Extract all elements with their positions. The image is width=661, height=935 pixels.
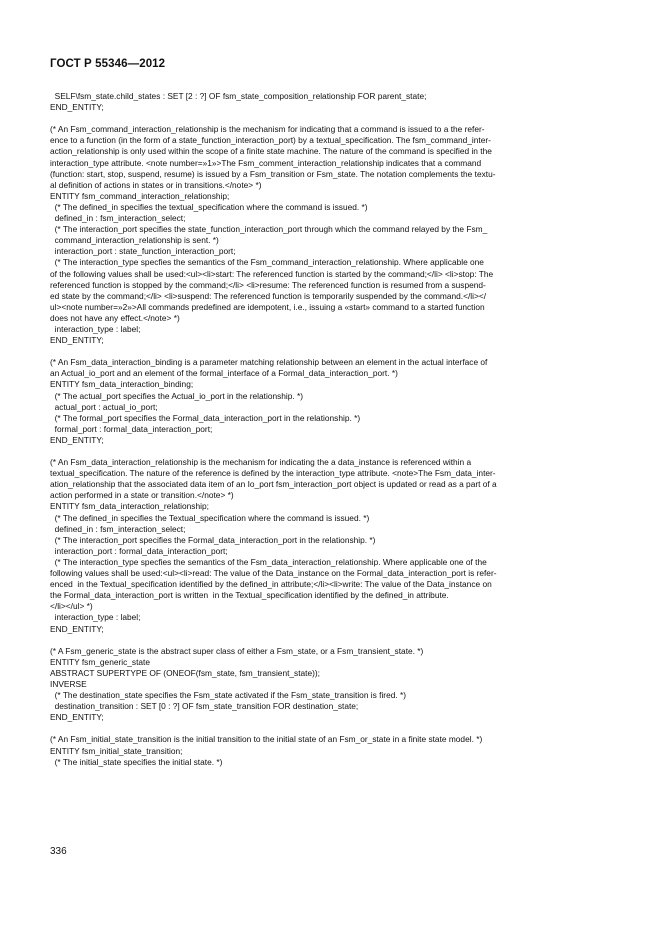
- text-line: command_interaction_relationship is sent. *): [50, 235, 219, 246]
- text-line: following values shall be used:<ul><li>read: The value of the Data_instance on the Formal_data_interaction_port is refer-: [50, 568, 497, 579]
- text-line: (* The interaction_type specfies the semantics of the Fsm_command_interaction_relationship. Where applicable one: [50, 257, 484, 268]
- text-line: (* The actual_port specifies the Actual_io_port in the relationship. *): [50, 390, 304, 401]
- document-body: [50, 91, 618, 768]
- text-line: defined_in : fsm_interaction_select;: [50, 523, 186, 534]
- text-line: (* The defined_in specifies the Textual_specification where the command is issued. *): [50, 512, 370, 523]
- text-line: (* The interaction_type specfies the semantics of the Fsm_data_interaction_relationship. Where applicable one of the: [50, 556, 487, 567]
- text-line: ence to a function (in the form of a state_function_interaction_port) by a textual_specification. The fsm_command_inter-: [50, 135, 491, 146]
- text-line: END_ENTITY;: [50, 434, 104, 445]
- text-line: END_ENTITY;: [50, 102, 104, 113]
- text-line: SELF\fsm_state.child_states : SET [2 : ?] OF fsm_state_composition_relationship FOR parent_state;: [50, 91, 427, 101]
- text-block: [50, 734, 618, 767]
- text-line: (* An Fsm_command_interaction_relationship is the mechanism for indicating that a command is issued to a the refer-: [50, 124, 485, 135]
- text-block: [50, 124, 618, 346]
- paragraph-gap: [50, 346, 618, 357]
- text-line: interaction_port : formal_data_interaction_port;: [50, 545, 228, 556]
- text-line: action performed in a state or transition.</note> *): [50, 490, 234, 501]
- text-line: referenced function is stopped by the command;</li> <li>resume: The referenced function is resumed from a suspend-: [50, 279, 486, 290]
- text-line: (* An Fsm_initial_state_transition is the initial transition to the initial state of an Fsm_or_state in a finite state model. *): [50, 734, 483, 745]
- text-line: </li></ul> *): [50, 601, 93, 612]
- text-line: ENTITY fsm_command_interaction_relationship;: [50, 190, 230, 201]
- text-line: ed state by the command;</li> <li>suspend: The referenced function is temporarily suspended by the command.</li></: [50, 290, 487, 301]
- text-line: al definition of actions in states or in transitions.</note> *): [50, 179, 262, 190]
- text-line: an Actual_io_port and an element of the formal_interface of a Formal_data_interaction_port. *): [50, 368, 398, 379]
- text-line: (* The interaction_port specifies the Formal_data_interaction_port in the relationship. *): [50, 534, 376, 545]
- text-line: INVERSE: [50, 678, 87, 689]
- text-line: (* A Fsm_generic_state is the abstract super class of either a Fsm_state, or a Fsm_transient_state. *): [50, 645, 424, 656]
- text-line: ul><note number=»2»>All commands predefined are idempotent, i.e., issuing a «start» command to a started function: [50, 301, 485, 312]
- text-line: interaction_port : state_function_interaction_port;: [50, 246, 236, 257]
- paragraph-gap: [50, 635, 618, 646]
- text-line: (* The initial_state specifies the initial state. *): [50, 756, 223, 767]
- text-block: [50, 457, 618, 635]
- text-block: [50, 357, 618, 446]
- text-line: ENTITY fsm_generic_state: [50, 656, 151, 667]
- text-line: END_ENTITY;: [50, 335, 104, 346]
- text-line: action_relationship is only used within the scope of a finite state machine. The nature of the command is specified in the: [50, 146, 492, 157]
- text-line: (function: start, stop, suspend, resume) is issued by a Fsm_transition or Fsm_state. The notation complements the textu-: [50, 168, 496, 179]
- text-line: interaction_type : label;: [50, 323, 141, 334]
- text-line: interaction_type : label;: [50, 612, 141, 623]
- text-line: defined_in : fsm_interaction_select;: [50, 213, 186, 224]
- text-line: actual_port : actual_io_port;: [50, 401, 158, 412]
- text-line: (* An Fsm_data_interaction_relationship is the mechanism for indicating the a data_instance is referenced within a: [50, 457, 472, 468]
- text-line: ENTITY fsm_data_interaction_binding;: [50, 379, 194, 390]
- text-line: END_ENTITY;: [50, 623, 104, 634]
- text-line: does not have any effect.</note> *): [50, 312, 180, 323]
- text-line: textual_specification. The nature of the reference is defined by the interaction_type attribute. <note>The Fsm_data_inter-: [50, 468, 496, 479]
- text-line: ABSTRACT SUPERTYPE OF (ONEOF(fsm_state, fsm_transient_state));: [50, 667, 321, 678]
- text-line: destination_transition : SET [0 : ?] OF fsm_state_transition FOR destination_state;: [50, 701, 359, 712]
- text-line: interaction_type attribute. <note number=»1»>The Fsm_comment_interaction_relationship indicates that a command: [50, 157, 482, 168]
- page-number: 336: [50, 846, 67, 857]
- text-line: ENTITY fsm_data_interaction_relationship;: [50, 501, 209, 512]
- text-line: ation_relationship that the associated data item of an Io_port fsm_interaction_port object is updated or read as a part of a: [50, 479, 497, 490]
- text-line: the Formal_data_interaction_port is written in the Textual_specification identified by the defined_in attribute.: [50, 590, 449, 601]
- text-line: (* The formal_port specifies the Formal_data_interaction_port in the relationship. *): [50, 412, 361, 423]
- paragraph-gap: [50, 113, 618, 124]
- document-header: ГОСТ Р 55346—2012: [50, 58, 166, 70]
- text-line: enced in the Textual_specification identified by the defined_in attribute;</li><li>write: The value of the Data_instance on: [50, 579, 492, 590]
- text-line: (* The interaction_port specifies the state_function_interaction_port through which the command relayed by the Fsm_: [50, 224, 488, 235]
- text-line: formal_port : formal_data_interaction_port;: [50, 423, 213, 434]
- paragraph-gap: [50, 723, 618, 734]
- text-block: [50, 646, 618, 724]
- text-line: ENTITY fsm_initial_state_transition;: [50, 745, 183, 756]
- text-line: (* The destination_state specifies the Fsm_state activated if the Fsm_state_transition is fired. *): [50, 690, 407, 701]
- text-line: of the following values shall be used:<ul><li>start: The referenced function is started by the command;</li> <li>stop: The: [50, 268, 494, 279]
- text-block: [50, 91, 618, 113]
- paragraph-gap: [50, 446, 618, 457]
- text-line: END_ENTITY;: [50, 712, 104, 723]
- text-line: (* The defined_in specifies the textual_specification where the command is issued. *): [50, 201, 368, 212]
- text-line: (* An Fsm_data_interaction_binding is a parameter matching relationship between an element in the actual interface of: [50, 357, 488, 368]
